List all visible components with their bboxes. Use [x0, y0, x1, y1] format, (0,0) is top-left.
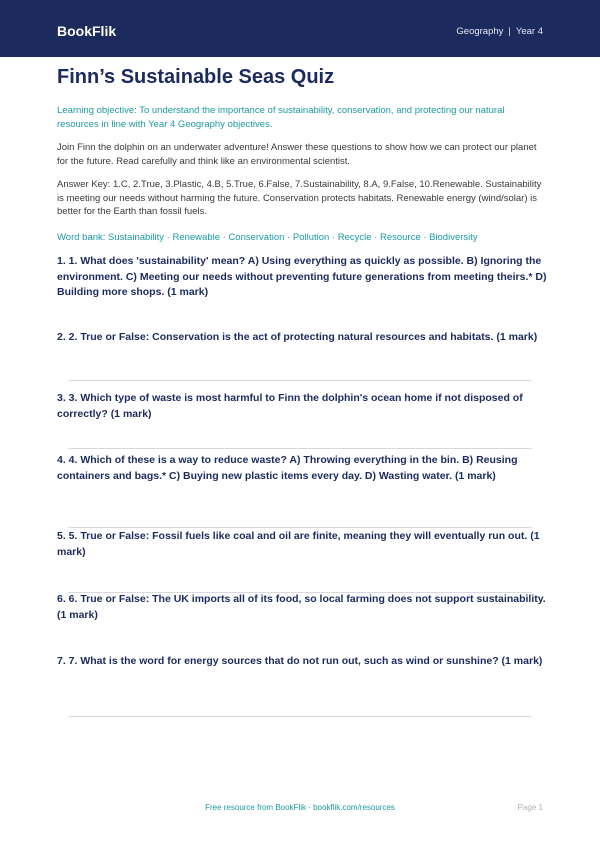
- intro-section: [57, 64, 543, 244]
- answer-key: Answer Key: 1.C, 2.True, 3.Plastic, 4.B, 5.True, 6.False, 7.Sustainability, 8.A, 9.False, 10.Renewable. Sustainability is meeting our needs without harming the future. Conservation protects habitats. Renewable energy (wind/solar) is better for the Earth than fossil fuels.: [57, 179, 542, 217]
- subject-label: Geography: [456, 26, 504, 37]
- question-3: 3. 3. Which type of waste is most harmful to Finn the dolphin's ocean home if not disposed of correctly? (1 mark): [57, 392, 523, 420]
- answer-line-3: [68, 448, 532, 449]
- question-2: 2. 2. True or False: Conservation is the act of protecting natural resources and habitats. (1 mark): [57, 331, 538, 343]
- question-4: 4. 4. Which of these is a way to reduce waste? A) Throwing everything in the bin. B) Reusing containers and bags.* C) Buying new plastic items every day. D) Wasting water. (1 mark): [57, 454, 518, 482]
- learning-objective: Learning objective: To understand the importance of sustainability, conservation, and protecting our natural resources in line with Year 4 Geography objectives.: [57, 105, 505, 130]
- question-1: 1. 1. What does 'sustainability' mean? A) Using everything as quickly as possible. B) Ignoring the environment. C) Meeting our needs without preventing future generations from meeting theirs.* D) Building more shops. (1 mark): [57, 255, 547, 298]
- year-label: Year 4: [515, 26, 543, 37]
- header-bar: [0, 0, 600, 57]
- intro-paragraph: Join Finn the dolphin on an underwater adventure! Answer these questions to show how we can protect our planet for the future. Read carefully and think like an environmental scientist.: [57, 142, 537, 167]
- answer-line-7: [68, 716, 532, 717]
- word-bank: Word bank: Sustainability · Renewable · Conservation · Pollution · Recycle · Resource · Biodiversity: [57, 231, 478, 243]
- separator: |: [508, 26, 511, 37]
- answer-line-4: [68, 527, 532, 528]
- page-number: Page 1: [517, 803, 543, 812]
- footer-link[interactable]: Free resource from BookFlik · bookflik.com/resources: [205, 803, 395, 812]
- answer-line-2: [68, 380, 532, 381]
- subject-year-label: [456, 26, 543, 38]
- question-5: 5. 5. True or False: Fossil fuels like coal and oil are finite, meaning they will eventually run out. (1 mark): [57, 530, 540, 558]
- question-6: 6. 6. True or False: The UK imports all of its food, so local farming does not support sustainability. (1 mark): [57, 593, 546, 621]
- brand-logo: BookFlik: [57, 23, 117, 39]
- question-7: 7. 7. What is the word for energy sources that do not run out, such as wind or sunshine? (1 mark): [57, 655, 543, 667]
- page-title: Finn’s Sustainable Seas Quiz: [57, 66, 335, 88]
